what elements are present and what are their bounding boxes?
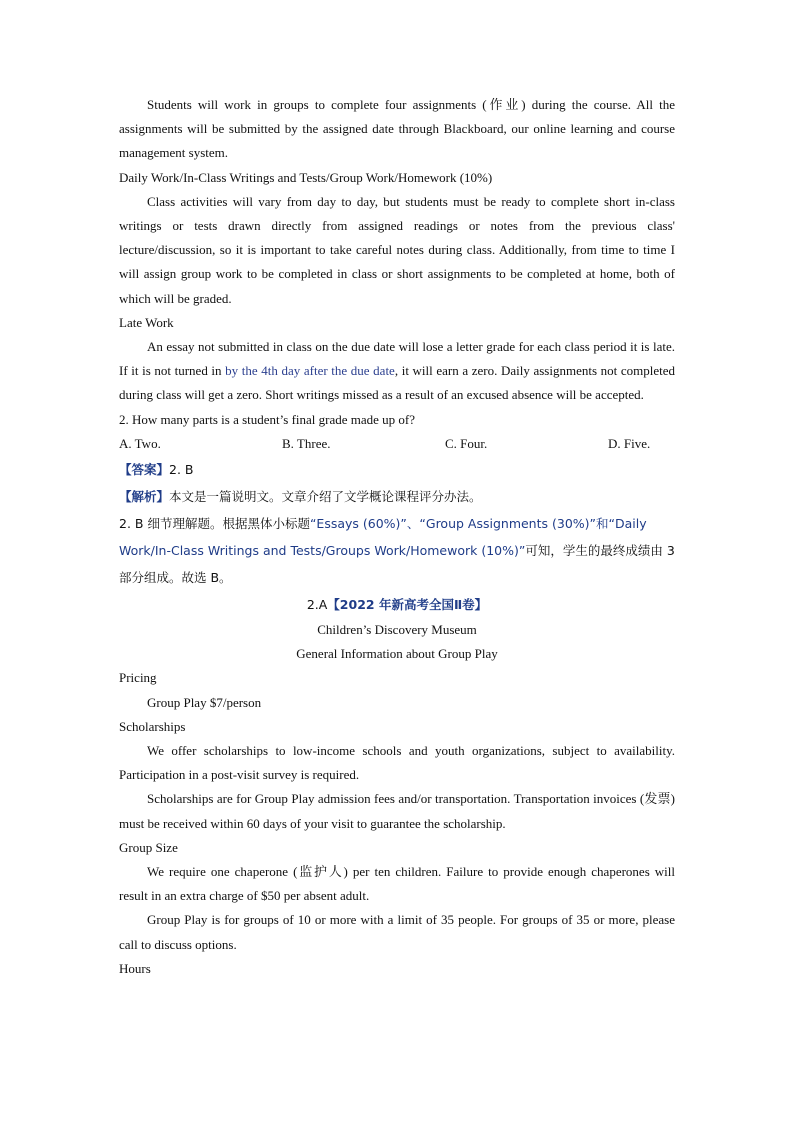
question-2: 2. How many parts is a student’s final grade made up of? <box>119 411 416 427</box>
heading-group-size: Group Size <box>119 839 178 855</box>
heading-hours: Hours <box>119 960 151 976</box>
heading-scholarships: Scholarships <box>119 718 186 734</box>
analysis-label: 【解析】 <box>119 489 170 505</box>
document-body <box>119 93 675 981</box>
option-b: B. Three. <box>282 435 331 451</box>
heading-late-work: Late Work <box>119 314 174 330</box>
answer-options <box>119 432 675 456</box>
museum-title: Children’s Discovery Museum <box>317 622 477 638</box>
answer-line: 【答案】2. B <box>119 462 194 478</box>
option-c: C. Four. <box>445 435 488 451</box>
group-size-text-1: We require one chaperone (监护人) per ten children. Failure to provide enough chaperones will result in an extra charge of $50 per absent adult. <box>119 864 675 904</box>
museum-subtitle: General Information about Group Play <box>296 646 498 662</box>
option-d: D. Five. <box>608 435 651 451</box>
highlight-due-date: by the 4th day after the due date <box>225 363 395 379</box>
scholarship-text-2: Scholarships are for Group Play admission fees and/or transportation. Transportation invoices (发票) must be received within 60 days of your visit to guarantee the scholarship. <box>119 791 676 831</box>
paragraph-late-work: An essay not submitted in class on the due date will lose a letter grade for each class period it is late. If it is not turned in by the 4th day after the due date, it will earn a zero. Daily assignments not completed during class will get a zero. Short writings missed as a result of an excused absence will be accepted. <box>119 339 675 403</box>
passage-2-header: 2.A【2022 年新高考全国Ⅱ卷】 <box>306 597 488 613</box>
paragraph-daily-work: Class activities will vary from day to day, but students must be ready to complete short in-class writings or tests drawn directly from assigned readings or notes from the previous class' lecture/discussion, so it is important to take careful notes during class. Additionally, from time to time I will assign group work to be completed in class or short assignments to be completed at home, both of which will be graded. <box>119 193 675 306</box>
scholarship-text-1: We offer scholarships to low-income schools and youth organizations, subject to availability. Participation in a post-visit survey is required. <box>119 743 675 783</box>
pricing-text: Group Play $7/person <box>147 694 262 710</box>
explanation-quote: “Essays (60%)”、“Group Assignments (30%)”和“Daily Work/In-Class Writings and Tests/Groups Work/Homework (10%)” <box>119 516 647 559</box>
heading-daily-work: Daily Work/In-Class Writings and Tests/Group Work/Homework (10%) <box>119 169 493 185</box>
answer-label: 【答案】 <box>119 462 170 478</box>
option-a: A. Two. <box>119 435 161 451</box>
explanation: 2. B 细节理解题。根据黑体小标题“Essays (60%)”、“Group Assignments (30%)”和“Daily Work/In-Class Writings and Tests/Groups Work/Homework (10%)”可知，学生的最终成绩由 3 部分组成。故选 B。 <box>119 516 675 586</box>
heading-pricing: Pricing <box>119 670 157 686</box>
analysis-line: 【解析】本文是一篇说明文。文章介绍了文学概论课程评分办法。 <box>119 489 482 505</box>
paragraph-group-assignments: Students will work in groups to complete four assignments (作业) during the course. All the assignments will be submitted by the assigned date through Blackboard, our online learning and course management system. <box>119 97 675 161</box>
group-size-text-2: Group Play is for groups of 10 or more with a limit of 35 people. For groups of 35 or more, please call to discuss options. <box>119 912 675 952</box>
